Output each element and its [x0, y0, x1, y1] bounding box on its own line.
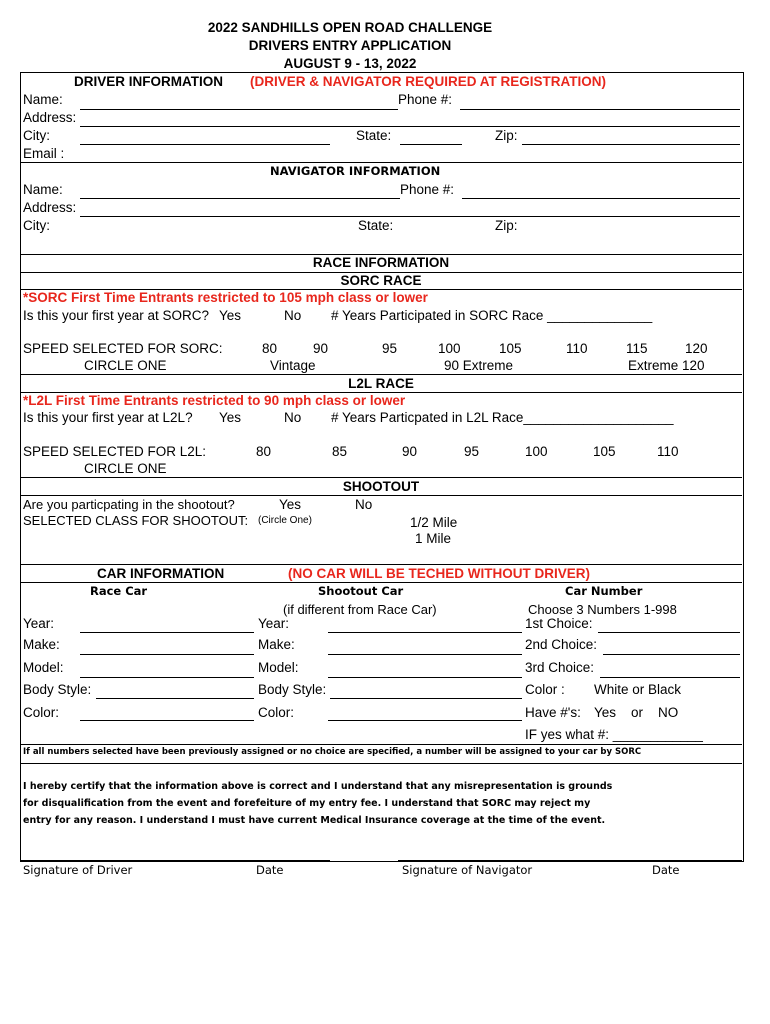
sorc-first-year-question: Is this your first year at SORC? [23, 308, 210, 323]
l2l-first-year-yes[interactable]: Yes [219, 410, 242, 425]
sorc-speed-105[interactable]: 105 [499, 341, 522, 356]
l2l-speed-90[interactable]: 90 [402, 444, 418, 459]
navigator-date-label: Date [652, 863, 680, 877]
navigator-address-field[interactable] [80, 216, 740, 217]
form-subtitle: DRIVERS ENTRY APPLICATION [248, 38, 452, 53]
race-car-body-style-field[interactable] [96, 698, 254, 699]
race-section-title: RACE INFORMATION [312, 255, 450, 270]
l2l-speed-110[interactable]: 110 [657, 444, 679, 459]
form-title: 2022 SANDHILLS OPEN ROAD CHALLENGE [207, 20, 493, 35]
shootout-one-mile[interactable]: 1 Mile [415, 531, 452, 546]
shootout-car-color-label: Color: [258, 705, 295, 720]
driver-state-label: State: [356, 128, 392, 143]
race-car-make-field[interactable] [80, 654, 254, 655]
certification-line-2: for disqualification from the event and forefeiture of my entry fee. I understand that SORC may reject my [23, 798, 591, 809]
sorc-vintage[interactable]: Vintage [270, 358, 316, 373]
registration-required-note: (DRIVER & NAVIGATOR REQUIRED AT REGISTRATION) [250, 74, 607, 89]
sorc-first-year-yes[interactable]: Yes [219, 308, 242, 323]
sorc-speed-110[interactable]: 110 [566, 341, 588, 356]
race-car-color-field[interactable] [80, 720, 254, 721]
car-number-color-options[interactable]: White or Black [594, 682, 682, 697]
shootout-no[interactable]: No [355, 497, 373, 512]
certification-line-3: entry for any reason. I understand I must have current Medical Insurance coverage at the time of the event. [23, 815, 606, 826]
shootout-half-mile[interactable]: 1/2 Mile [410, 515, 458, 530]
shootout-class-label: SELECTED CLASS FOR SHOOTOUT: [23, 513, 249, 528]
driver-name-field[interactable] [80, 109, 398, 110]
sorc-speed-100[interactable]: 100 [438, 341, 461, 356]
shootout-car-body-style-field[interactable] [330, 698, 522, 699]
driver-signature-line[interactable] [20, 860, 330, 861]
race-car-model-label: Model: [23, 660, 64, 675]
driver-city-field[interactable] [80, 144, 330, 145]
shootout-yes[interactable]: Yes [279, 497, 302, 512]
driver-section-title: DRIVER INFORMATION [74, 74, 223, 89]
navigator-name-field[interactable] [80, 198, 400, 199]
sorc-first-year-no[interactable]: No [284, 308, 302, 323]
l2l-first-time-note: *L2L First Time Entrants restricted to 90 mph class or lower [23, 393, 406, 408]
l2l-speed-105[interactable]: 105 [593, 444, 616, 459]
car-number-third-choice-label: 3rd Choice: [525, 660, 595, 675]
race-car-color-label: Color: [23, 705, 60, 720]
driver-phone-field[interactable] [460, 109, 740, 110]
race-car-year-field[interactable] [80, 632, 254, 633]
l2l-first-year-no[interactable]: No [284, 410, 302, 425]
driver-signature-label: Signature of Driver [23, 863, 133, 877]
shootout-car-model-label: Model: [258, 660, 299, 675]
l2l-speed-100[interactable]: 100 [525, 444, 548, 459]
shootout-section-divider [20, 564, 742, 565]
sorc-extreme-120[interactable]: Extreme 120 [628, 358, 705, 373]
shootout-car-model-field[interactable] [328, 677, 522, 678]
car-section-divider [20, 744, 742, 745]
navigator-state-label: State: [358, 218, 394, 233]
driver-section-divider [20, 162, 742, 163]
car-number-second-choice-label: 2nd Choice: [525, 637, 598, 652]
navigator-phone-label: Phone #: [400, 182, 455, 197]
shootout-car-year-label: Year: [258, 616, 290, 631]
shootout-car-subheading: (if different from Race Car) [283, 602, 437, 617]
l2l-first-year-question: Is this your first year at L2L? [23, 410, 193, 425]
l2l-speed-95[interactable]: 95 [464, 444, 480, 459]
navigator-address-label: Address: [23, 200, 77, 215]
shootout-question: Are you particpating in the shootout? [23, 497, 235, 512]
if-yes-number-field[interactable]: IF yes what #: ____________ [525, 727, 703, 742]
sorc-years-participated[interactable]: # Years Participated in SORC Race ______________ [331, 308, 653, 323]
sorc-section-divider [20, 374, 742, 375]
car-number-color-label: Color : [525, 682, 565, 697]
car-title-divider [20, 582, 742, 583]
driver-state-field[interactable] [400, 144, 462, 145]
sorc-90-extreme[interactable]: 90 Extreme [444, 358, 514, 373]
navigator-zip-label: Zip: [495, 218, 518, 233]
car-number-first-choice-label: 1st Choice: [525, 616, 593, 631]
navigator-name-label: Name: [23, 182, 63, 197]
driver-zip-field[interactable] [522, 144, 740, 145]
shootout-car-body-style-label: Body Style: [258, 682, 327, 697]
shootout-car-make-label: Make: [258, 637, 295, 652]
number-assignment-note: If all numbers selected have been previously assigned or no choice are specified, a number will be assigned to your car by SORC [23, 747, 642, 757]
have-numbers-options[interactable]: Yes or NO [594, 705, 679, 720]
sorc-speed-115[interactable]: 115 [626, 341, 648, 356]
navigator-signature-line[interactable] [398, 860, 742, 861]
l2l-speed-85[interactable]: 85 [332, 444, 348, 459]
sorc-first-time-note: *SORC First Time Entrants restricted to 105 mph class or lower [23, 290, 428, 305]
car-number-second-choice-field[interactable] [603, 654, 740, 655]
race-car-make-label: Make: [23, 637, 60, 652]
car-number-first-choice-field[interactable] [598, 632, 740, 633]
car-teched-note: (NO CAR WILL BE TECHED WITHOUT DRIVER) [288, 566, 590, 581]
l2l-speed-80[interactable]: 80 [256, 444, 272, 459]
note-divider [20, 763, 742, 764]
shootout-title-divider [20, 495, 742, 496]
driver-address-field[interactable] [80, 126, 740, 127]
sorc-speed-80[interactable]: 80 [262, 341, 278, 356]
sorc-speed-95[interactable]: 95 [382, 341, 398, 356]
navigator-city-label: City: [23, 218, 50, 233]
sorc-race-title: SORC RACE [340, 273, 422, 288]
shootout-car-heading: Shootout Car [318, 584, 404, 598]
race-car-body-style-label: Body Style: [23, 682, 92, 697]
navigator-signature-label: Signature of Navigator [402, 863, 533, 877]
certification-line-1: I hereby certify that the information above is correct and I understand that any misrepresentation is grounds [23, 781, 613, 792]
driver-address-label: Address: [23, 110, 77, 125]
race-car-model-field[interactable] [80, 677, 254, 678]
driver-date-label: Date [256, 863, 284, 877]
driver-phone-label: Phone #: [398, 92, 453, 107]
have-numbers-label: Have #'s: [525, 705, 581, 720]
l2l-section-divider [20, 477, 742, 478]
car-number-heading: Car Number [565, 584, 643, 598]
sorc-speed-90[interactable]: 90 [313, 341, 329, 356]
shootout-title: SHOOTOUT [342, 479, 420, 494]
driver-name-label: Name: [23, 92, 63, 107]
l2l-circle-one: CIRCLE ONE [84, 461, 167, 476]
l2l-race-title: L2L RACE [348, 376, 414, 391]
l2l-speed-label: SPEED SELECTED FOR L2L: [23, 444, 207, 459]
car-section-title: CAR INFORMATION [97, 566, 225, 581]
driver-zip-label: Zip: [495, 128, 518, 143]
sorc-speed-120[interactable]: 120 [685, 341, 708, 356]
shootout-car-color-field[interactable] [328, 720, 522, 721]
navigator-phone-field[interactable] [462, 198, 740, 199]
race-car-year-label: Year: [23, 616, 55, 631]
l2l-years-participated[interactable]: # Years Particpated in L2L Race____________________ [331, 410, 674, 425]
shootout-car-year-field[interactable] [328, 632, 522, 633]
navigator-section-title: NAVIGATOR INFORMATION [270, 164, 441, 178]
car-number-third-choice-field[interactable] [600, 677, 740, 678]
driver-email-label: Email : [23, 146, 65, 161]
event-dates: AUGUST 9 - 13, 2022 [283, 56, 417, 71]
shootout-circle-one: (Circle One) [258, 515, 312, 526]
race-car-heading: Race Car [90, 584, 148, 598]
sorc-circle-one: CIRCLE ONE [84, 358, 167, 373]
car-number-subheading: Choose 3 Numbers 1-998 [528, 602, 677, 617]
shootout-car-make-field[interactable] [328, 654, 522, 655]
driver-city-label: City: [23, 128, 50, 143]
sorc-speed-label: SPEED SELECTED FOR SORC: [23, 341, 223, 356]
